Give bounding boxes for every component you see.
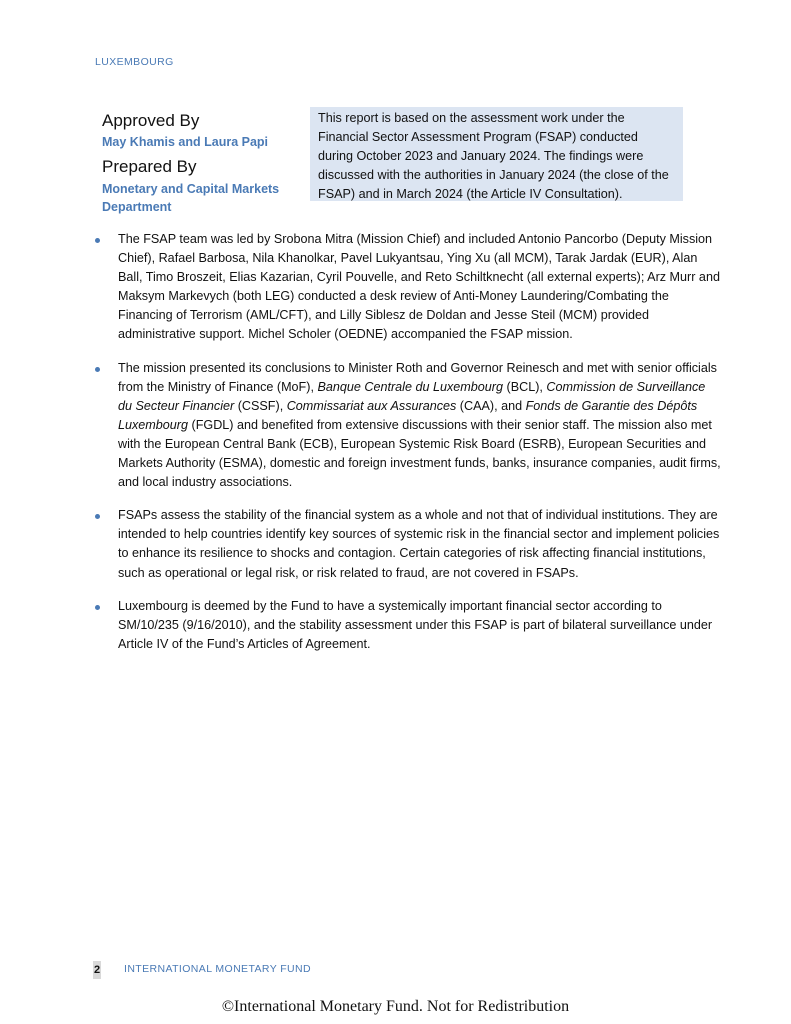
approval-block <box>102 110 302 221</box>
footer-org: INTERNATIONAL MONETARY FUND <box>124 963 311 975</box>
bullet-icon <box>95 238 100 243</box>
bullet-icon <box>95 605 100 610</box>
bullet-list <box>92 230 722 668</box>
bullet-text-run: (BCL), <box>503 379 547 394</box>
bullet-item-team <box>92 230 722 345</box>
running-head: LUXEMBOURG <box>95 56 174 68</box>
prepared-by-dept: Monetary and Capital Markets Department <box>102 182 280 214</box>
bullet-text <box>118 361 721 490</box>
page-number: 2 <box>93 961 101 979</box>
bullet-icon <box>95 367 100 372</box>
bullet-text-run: (FGDL) and benefited from extensive discussions with their senior staff. The mission also met with the European Central Bank (ECB), European Systemic Risk Board (ESRB), European Securities and Markets Authority (ESMA), domestic and foreign investment funds, banks, insurance companies, audit firms, and local industry associations. <box>118 417 721 490</box>
copyright-notice: ©International Monetary Fund. Not for Redistribution <box>221 998 570 1015</box>
bullet-text: Luxembourg is deemed by the Fund to have a systemically important financial sector according to SM/10/235 (9/16/2010), and the stability assessment under this FSAP is part of bilateral surveillance under Article IV of the Fund’s Articles of Agreement. <box>118 598 713 651</box>
bullet-item-luxembourg <box>92 597 722 654</box>
bullet-item-fsap-scope <box>92 506 722 582</box>
summary-box: This report is based on the assessment work under the Financial Sector Assessment Program (FSAP) conducted during October 2023 and January 2024. The findings were discussed with the authorities in January 2024 (the close of the FSAP) and in March 2024 (the Article IV Consultation). <box>310 107 683 201</box>
institution-name: Commission de Surveillance du Secteur Financier <box>118 379 706 413</box>
bullet-text: The FSAP team was led by Srobona Mitra (Mission Chief) and included Antonio Pancorbo (Deputy Mission Chief), Rafael Barbosa, Nila Khanolkar, Pavel Lukyantsau, Ying Xu (all MCM), Tarak Jardak (EUR), Alan Ball, Timo Broszeit, Elias Kazarian, Cyril Pouvelle, and Reto Schiltknecht (all external experts); Arz Murr and Maksym Markevych (both LEG) conducted a desk review of Anti-Money Laundering/Combating the Financing of Terrorism (AML/CFT), and Lilly Siblesz de Doldan and Jesse Steil (MCM) provided administrative support. Michel Scholer (OEDNE) accompanied the FSAP mission. <box>118 232 720 342</box>
bullet-icon <box>95 514 100 519</box>
institution-name: Banque Centrale du Luxembourg <box>317 379 503 394</box>
approved-by-label: Approved By <box>102 111 200 130</box>
bullet-item-mission <box>92 359 722 493</box>
bullet-text: FSAPs assess the stability of the financial system as a whole and not that of individual institutions. They are intended to help countries identify key sources of systemic risk in the financial sector and implement policies to enhance its resilience to shocks and contagion. Certain categories of risk affecting financial institutions, such as operational or legal risk, or risk related to fraud, are not covered in FSAPs. <box>118 508 720 580</box>
institution-name: Commissariat aux Assurances <box>286 398 457 413</box>
bullet-text-run: (CSSF), <box>234 398 287 413</box>
bullet-text-run: (CAA), and <box>456 398 526 413</box>
bullet-text-run: The mission presented its conclusions to Minister Roth and Governor Reinesch and met with senior officials from the Ministry of Finance (MoF), <box>118 360 717 394</box>
prepared-by-label: Prepared By <box>102 157 197 176</box>
approved-by-names: May Khamis and Laura Papi <box>102 135 269 149</box>
institution-name: Fonds de Garantie des Dépôts Luxembourg <box>118 398 698 432</box>
